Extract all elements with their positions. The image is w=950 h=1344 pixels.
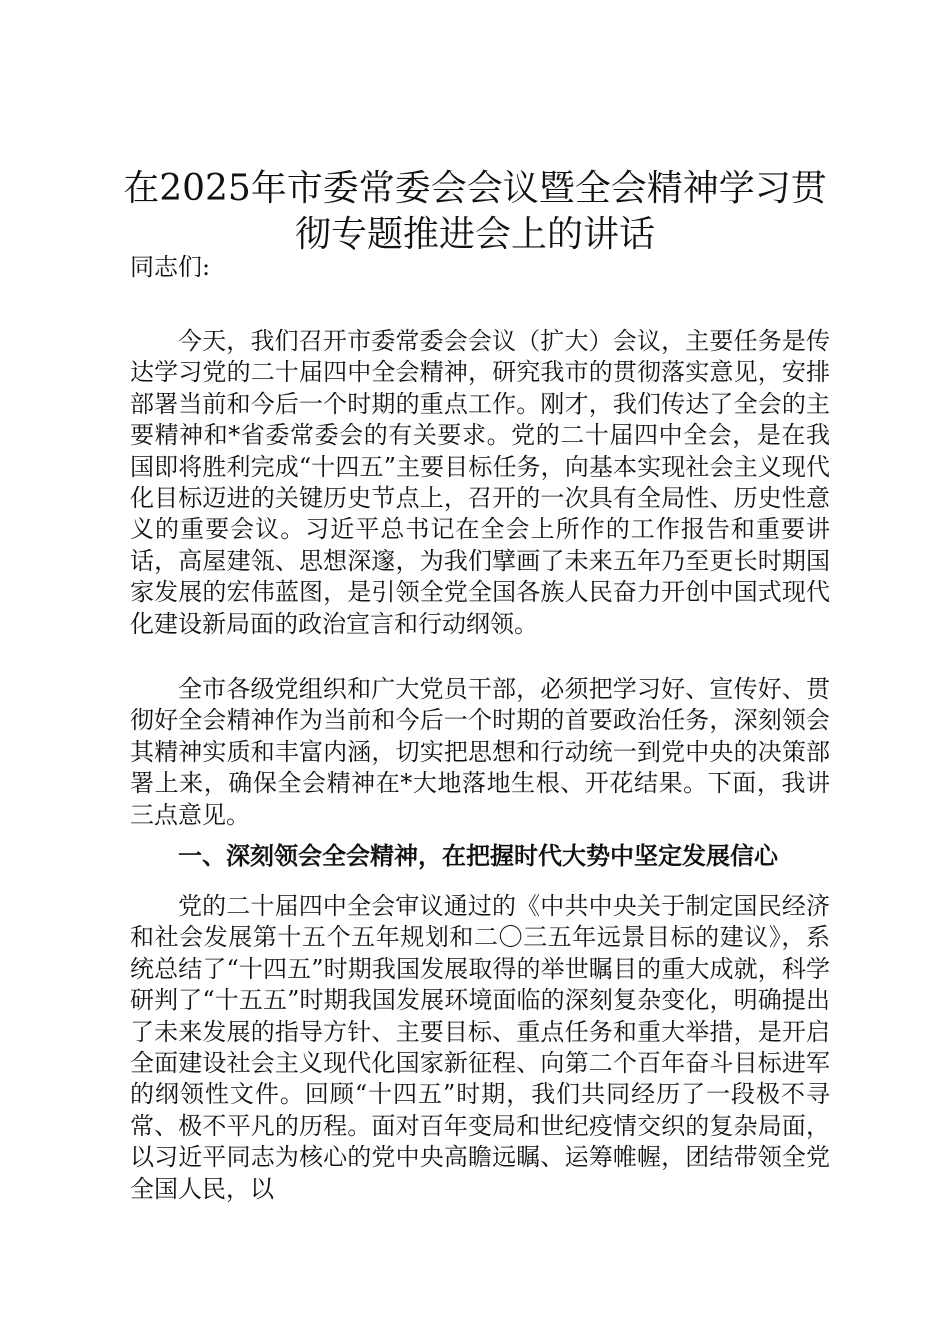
document-title: 在2025年市委常委会会议暨全会精神学习贯彻专题推进会上的讲话 xyxy=(123,168,827,255)
salutation: 同志们: xyxy=(130,253,211,281)
section-paragraph: 党的二十届四中全会审议通过的《中共中央关于制定国民经济和社会发展第十五个五年规划和二〇三五年远景目标的建议》，系统总结了“十四五”时期我国发展取得的举世瞩目的重大成就，科学研判了“十五五”时期我国发展环境面临的深刻复杂变化，明确提出了未来发展的指导方针、主要目标、重点任务和重大举措，是开启全面建设社会主义现代化国家新征程、向第二个百年奋斗目标进军的纲领性文件。回顾“十四五”时期，我们共同经历了一段极不寻常、极不平凡的历程。面对百年变局和世纪疫情交织的复杂局面，以习近平同志为核心的党中央高瞻远瞩、运筹帷幄，团结带领全党全国人民，以 xyxy=(130,892,830,1203)
body-paragraph-2: 全市各级党组织和广大党员干部，必须把学习好、宣传好、贯彻好全会精神作为当前和今后一个时期的首要政治任务，深刻领会其精神实质和丰富内涵，切实把思想和行动统一到党中央的决策部署上来，确保全会精神在*大地落地生根、开花结果。下面，我讲三点意见。 xyxy=(130,675,830,829)
section-heading: 一、深刻领会全会精神，在把握时代大势中坚定发展信心 xyxy=(178,841,778,870)
body-paragraph-1: 今天，我们召开市委常委会会议（扩大）会议，主要任务是传达学习党的二十届四中全会精神，研究我市的贯彻落实意见，安排部署当前和今后一个时期的重点工作。刚才，我们传达了全会的主要精神和*省委常委会的有关要求。党的二十届四中全会，是在我国即将胜利完成“十四五”主要目标任务，向基本实现社会主义现代化目标迈进的关键历史节点上，召开的一次具有全局性、历史性意义的重要会议。习近平总书记在全会上所作的工作报告和重要讲话，高屋建瓴、思想深邃，为我们擘画了未来五年乃至更长时期国家发展的宏伟蓝图，是引领全党全国各族人民奋力开创中国式现代化建设新局面的政治宣言和行动纲领。 xyxy=(130,327,830,638)
